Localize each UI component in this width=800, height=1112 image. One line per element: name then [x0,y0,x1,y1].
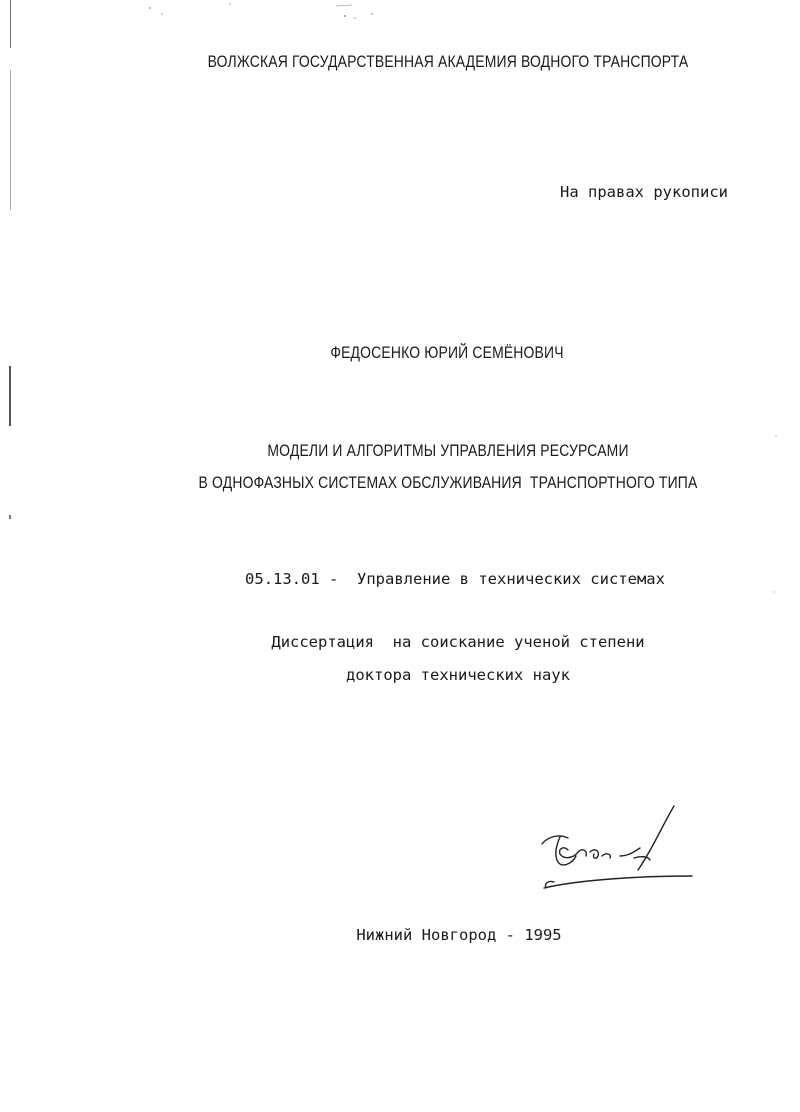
dissertation-title-line-2: В ОДНОФАЗНЫХ СИСТЕМАХ ОБСЛУЖИВАНИЯ ТРАНСПОРТНОГО ТИПА [198,473,698,492]
handwritten-signature-icon [538,800,708,900]
scan-artifact-top-speckles [140,0,400,26]
degree-line-1: Диссертация на соискание ученой степени [271,633,645,651]
scan-artifact-right-speckles [770,430,790,600]
degree-line-2: доктора технических наук [346,666,570,684]
scan-artifact-left-dot [9,515,11,519]
rights-note: На правах рукописи [560,183,728,201]
specialty-code: 05.13.01 - Управление в технических системах [245,570,665,588]
institution-name: ВОЛЖСКАЯ ГОСУДАРСТВЕННАЯ АКАДЕМИЯ ВОДНОГО ТРАНСПОРТА [207,52,689,71]
place-and-year: Нижний Новгород - 1995 [356,926,562,944]
scan-artifact-left-top [10,0,11,48]
dissertation-title-line-1: МОДЕЛИ И АЛГОРИТМЫ УПРАВЛЕНИЯ РЕСУРСАМИ [267,441,629,460]
scan-artifact-left-low [9,366,11,426]
author-name: ФЕДОСЕНКО ЮРИЙ СЕМЁНОВИЧ [330,343,564,362]
scan-artifact-left-mid [10,70,11,210]
